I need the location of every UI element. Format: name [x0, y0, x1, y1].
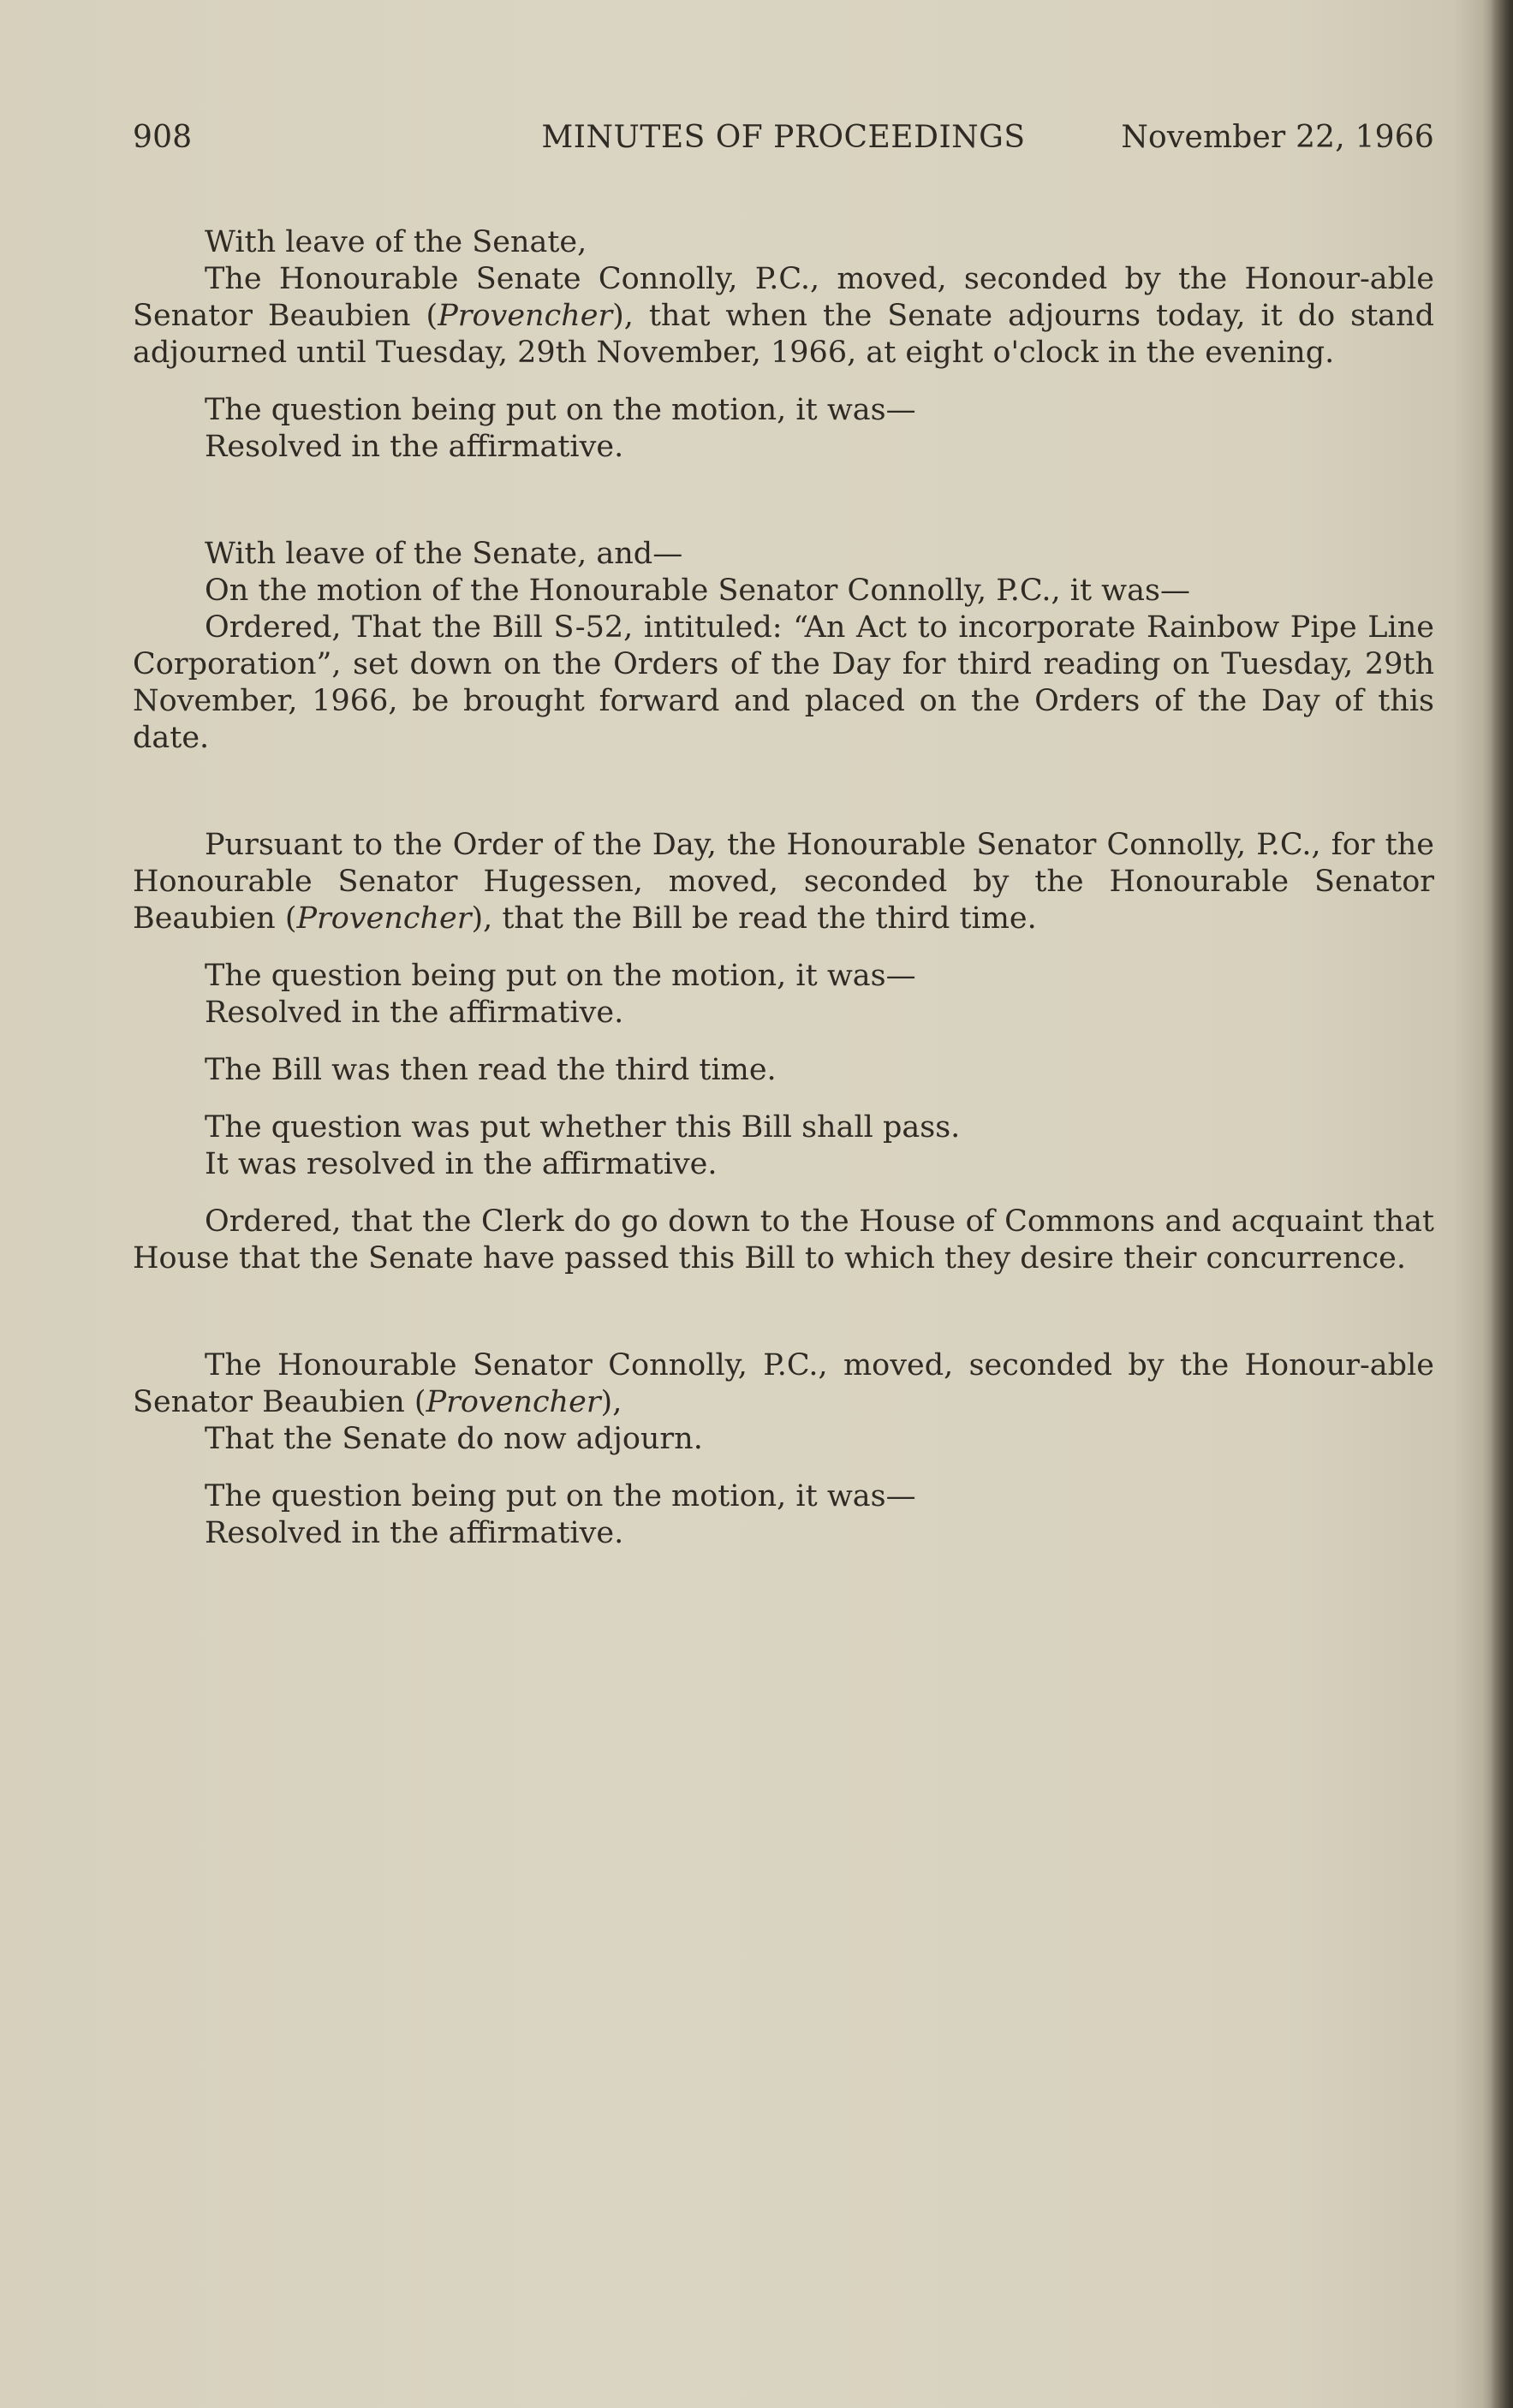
pass-question-line: The question was put whether this Bill shall pass.: [205, 1110, 961, 1145]
order-paragraph: Ordered, that the Clerk do go down to the House of Commons and acquaint that House that the Senate have passed this Bill to which they desire their concurrence.: [133, 1204, 1434, 1275]
leave-line: With leave of the Senate,: [205, 225, 587, 259]
third-reading-motion: [133, 827, 1434, 937]
order-paragraph: Ordered, That the Bill S-52, intituled: “An Act to incorporate Rainbow Pipe Line Corporation”, set down on the Orders of the Day for third reading on Tuesday, 29th November, 1966, be brought forward and placed on the Orders of the Day of this date.: [133, 610, 1434, 755]
motion-text: The Honourable Senate Connolly, P.C., moved, seconded by the Honour-able Senator Beaubien (: [133, 262, 1434, 333]
resolved-line: Resolved in the affirmative.: [205, 430, 624, 464]
pass-resolved-line: It was resolved in the affirmative.: [205, 1147, 718, 1181]
motion-text: ),: [600, 1385, 622, 1419]
motion-text: The Honourable Senator Connolly, P.C., moved, seconded by the Honour-able Senator Beaubien (: [133, 1348, 1434, 1419]
running-title: MINUTES OF PROCEEDINGS: [541, 120, 1026, 155]
header-date: November 22, 1966: [1121, 120, 1434, 155]
question-line: The question being put on the motion, it was—: [205, 959, 916, 993]
third-reading-line: The Bill was then read the third time.: [205, 1053, 777, 1087]
page-number: 908: [133, 120, 193, 155]
document-body: [133, 224, 1434, 1552]
motion-italic: Provencher: [438, 299, 613, 333]
motion-text: ), that the Bill be read the third time.: [471, 901, 1037, 936]
page-header: [133, 120, 1434, 163]
motion-italic: Provencher: [426, 1385, 601, 1419]
resolved-line: Resolved in the affirmative.: [205, 996, 624, 1030]
motion-text: Pursuant to the Order of the Day, the Honourable Senator Connolly, P.C., for the Honourable Senator Hugessen, moved, seconded by the Honourable Senator Beaubien (: [133, 828, 1434, 936]
question-line: The question being put on the motion, it was—: [205, 393, 916, 427]
page-binding-edge: [1491, 0, 1513, 2408]
motion-text: ), that when the Senate adjourns today, it do stand adjourned until Tuesday, 29th November, 1966, at eight o'clock in the evening.: [133, 299, 1434, 370]
motion-italic: Provencher: [296, 901, 472, 936]
question-line: The question being put on the motion, it was—: [205, 1479, 916, 1513]
adjournment-motion: [133, 261, 1434, 372]
leave-line: With leave of the Senate, and—: [205, 537, 683, 571]
adjourn-motion: [133, 1347, 1434, 1421]
motion-line: On the motion of the Honourable Senator Connolly, P.C., it was—: [205, 574, 1190, 608]
adjourn-line: That the Senate do now adjourn.: [205, 1422, 703, 1456]
resolved-line: Resolved in the affirmative.: [205, 1516, 624, 1550]
